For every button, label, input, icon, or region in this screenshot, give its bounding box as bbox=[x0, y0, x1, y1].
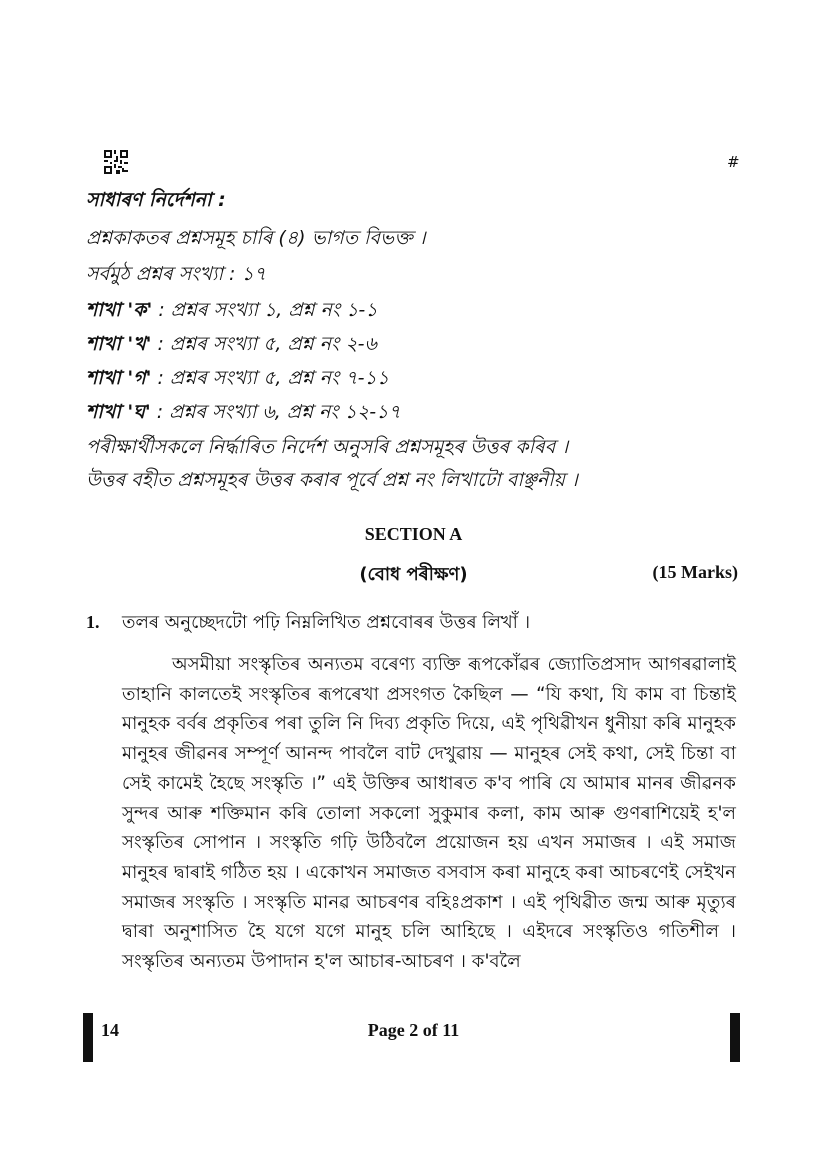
section-info-ka bbox=[86, 296, 378, 328]
section-info-kha bbox=[86, 330, 377, 362]
header-mark: # bbox=[727, 153, 740, 171]
page-number: Page 2 of 11 bbox=[367, 1020, 460, 1040]
passage-text: অসমীয়া সংস্কৃতিৰ অন্যতম বৰেণ্য ব্যক্তি ৰূপকোঁৱৰ জ্যোতিপ্ৰসাদ আগৰৱালাই তাহানি কালতেই সংস্কৃতিৰ ৰূপৰেখা প্ৰসংগত কৈছিল — “যি কথা, যি কাম বা চিন্তাই মানুহক বৰ্বৰ প্ৰকৃতিৰ পৰা তুলি নি দিব্য প্ৰকৃতি দিয়ে, এই পৃথিৱীখন ধুনীয়া কৰি মানুহক মানুহৰ জীৱনৰ সম্পূৰ্ণ আনন্দ পাবলৈ বাট দেখুৱায় — মানুহৰ সেই কথা, সেই চিন্তা বা সেই কামেই হৈছে সংস্কৃতি ।” এই উক্তিৰ আধাৰত ক'ব পাৰি যে আমাৰ মানৰ জীৱনক সুন্দৰ আৰু শক্তিমান কৰি তোলা সকলো সুকুমাৰ কলা, কাম আৰু গুণৰাশিয়েই হ'ল সংস্কৃতিৰ সোপান । সংস্কৃতি গঢ়ি উঠিবলৈ প্ৰয়োজন হয় এখন সমাজৰ । এই সমাজ মানুহৰ দ্বাৰাই গঠিত হয় । একোখন সমাজত বসবাস কৰা মানুহে কৰা আচৰণেই সেইখন সমাজৰ সংস্কৃতি । সংস্কৃতি মানৱ আচৰণৰ বহিঃপ্ৰকাশ । এই পৃথিৱীত জন্ম আৰু মৃত্যুৰ দ্বাৰা অনুশাসিত হৈ যগে যগে মানুহ চলি আহিছে । এইদৰে সংস্কৃতিও গতিশীল । সংস্কৃতিৰ অন্যতম উপাদান হ'ল আচাৰ-আচৰণ । ক'বলৈ bbox=[122, 654, 736, 973]
section-detail: : প্ৰশ্নৰ সংখ্যা ১, প্ৰশ্ন নং ১-১ bbox=[152, 299, 378, 321]
question-number: 1. bbox=[86, 612, 100, 632]
instruction-note: উত্তৰ বহীত প্ৰশ্নসমূহৰ উত্তৰ কৰাৰ পূৰ্বে প্ৰশ্ন নং লিখাটো বাঞ্ছনীয় । bbox=[86, 469, 578, 491]
section-label: শাখা 'ক' bbox=[86, 299, 153, 321]
section-subtitle: (বোধ পৰীক্ষণ) bbox=[359, 564, 468, 585]
section-info-gha bbox=[86, 398, 401, 430]
section-info-ga bbox=[86, 364, 389, 396]
total-questions: সৰ্বমুঠ প্ৰশ্নৰ সংখ্যা : ১৭ bbox=[86, 263, 267, 285]
qr-code-icon bbox=[104, 150, 128, 174]
footer-bar-right bbox=[730, 1013, 740, 1062]
instruction-note: পৰীক্ষাৰ্থীসকলে নিৰ্দ্ধাৰিত নিৰ্দেশ অনুসৰি প্ৰশ্নসমূহৰ উত্তৰ কৰিব । bbox=[86, 436, 569, 458]
section-detail: : প্ৰশ্নৰ সংখ্যা ৫, প্ৰশ্ন নং ৭-১১ bbox=[151, 367, 390, 389]
paper-code: 14 bbox=[101, 1020, 119, 1040]
instructions-heading: সাধাৰণ নিৰ্দেশনা : bbox=[86, 189, 226, 211]
section-label: শাখা 'গ' bbox=[86, 367, 152, 389]
question-text: তলৰ অনুচ্ছেদটো পঢ়ি নিম্নলিখিত প্ৰশ্নবোৰৰ উত্তৰ লিখাঁ । bbox=[122, 612, 531, 633]
section-marks: (15 Marks) bbox=[652, 562, 738, 582]
section-label: শাখা 'ঘ' bbox=[86, 401, 151, 423]
instructions-line: প্ৰশ্নকাকতৰ প্ৰশ্নসমূহ চাৰি (৪) ভাগত বিভক্ত । bbox=[86, 227, 426, 249]
section-title: SECTION A bbox=[364, 524, 463, 544]
section-label: শাখা 'খ' bbox=[86, 333, 152, 355]
section-detail: : প্ৰশ্নৰ সংখ্যা ৫, প্ৰশ্ন নং ২-৬ bbox=[151, 333, 377, 355]
section-detail: : প্ৰশ্নৰ সংখ্যা ৬, প্ৰশ্ন নং ১২-১৭ bbox=[150, 401, 401, 423]
